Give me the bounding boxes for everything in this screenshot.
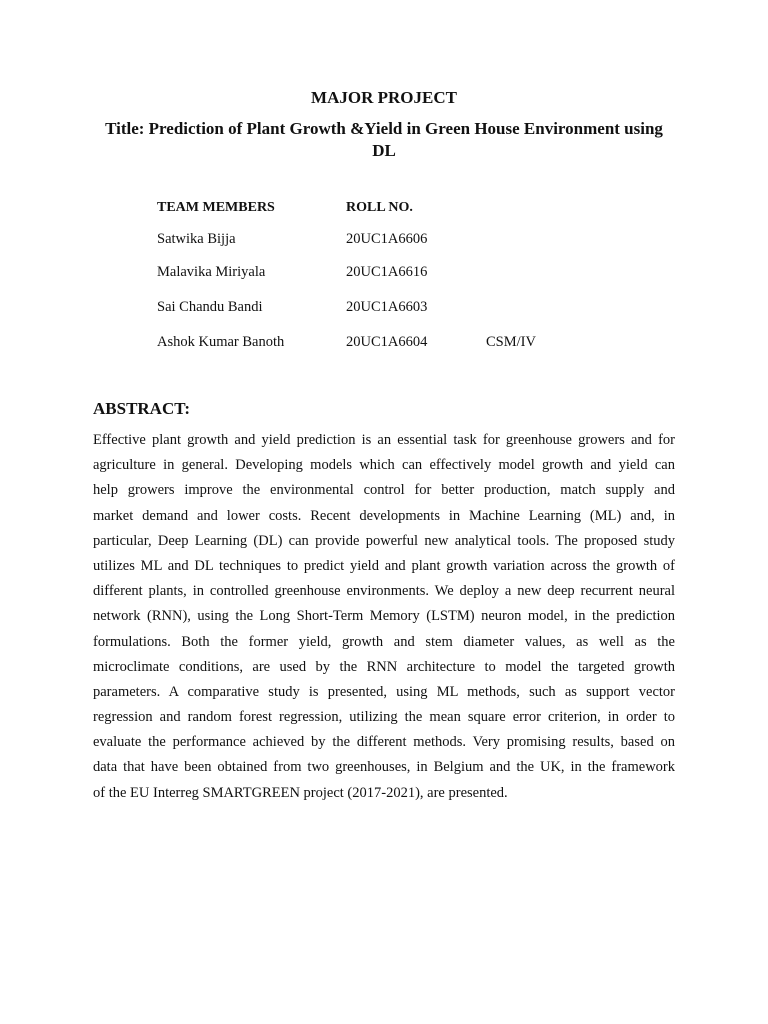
team-table-header	[157, 200, 577, 220]
abstract-line: help growers improve the environmental control for better production, match supply and	[93, 482, 675, 499]
member-roll-no: 20UC1A6606	[346, 231, 428, 247]
team-members-header: TEAM MEMBERS	[157, 200, 275, 215]
project-heading: MAJOR PROJECT	[311, 88, 457, 107]
abstract-line: network (RNN), using the Long Short-Term Memory (LSTM) neuron model, in the prediction	[93, 608, 675, 625]
abstract-line: parameters. A comparative study is presented, using ML methods, such as support vector	[93, 683, 675, 700]
abstract-line: agriculture in general. Developing models which can effectively model growth and yield can	[93, 457, 675, 474]
abstract-line: microclimate conditions, are used by the RNN architecture to model the targeted growth	[93, 658, 675, 675]
abstract-body	[93, 428, 675, 806]
abstract-line: market demand and lower costs. Recent developments in Machine Learning (ML) and, in	[93, 507, 675, 524]
team-row	[157, 299, 577, 319]
member-roll-no: 20UC1A6604	[346, 334, 428, 350]
member-roll-no: 20UC1A6616	[346, 264, 428, 280]
member-roll-no: 20UC1A6603	[346, 299, 428, 315]
abstract-line: utilizes ML and DL techniques to predict yield and plant growth variation across the growth of	[93, 557, 675, 574]
abstract-line: of the EU Interreg SMARTGREEN project (2017-2021), are presented.	[93, 784, 508, 801]
member-dept: CSM/IV	[486, 334, 536, 350]
project-title: Title: Prediction of Plant Growth &Yield in Green House Environment using DL	[105, 119, 663, 160]
roll-no-header: ROLL NO.	[346, 200, 413, 215]
abstract-line: Effective plant growth and yield prediction is an essential task for greenhouse growers and for	[93, 432, 675, 448]
member-name: Sai Chandu Bandi	[157, 299, 263, 315]
abstract-line: evaluate the performance achieved by the different methods. Very promising results, based on	[93, 734, 675, 751]
abstract-line: formulations. Both the former yield, growth and stem diameter values, as well as the	[93, 633, 675, 650]
abstract-line: data that have been obtained from two greenhouses, in Belgium and the UK, in the framework	[93, 759, 675, 776]
team-row	[157, 334, 577, 354]
member-name: Malavika Miriyala	[157, 264, 266, 280]
team-row	[157, 231, 577, 251]
team-row	[157, 264, 577, 284]
abstract-line: regression and random forest regression, utilizing the mean square error criterion, in order to	[93, 709, 675, 726]
member-name: Ashok Kumar Banoth	[157, 334, 285, 350]
abstract-heading: ABSTRACT:	[93, 399, 190, 418]
abstract-line: particular, Deep Learning (DL) can provide powerful new analytical tools. The proposed study	[93, 532, 675, 549]
abstract-line: different plants, in controlled greenhouse environments. We deploy a new deep recurrent neural	[93, 583, 675, 600]
member-name: Satwika Bijja	[157, 231, 236, 247]
